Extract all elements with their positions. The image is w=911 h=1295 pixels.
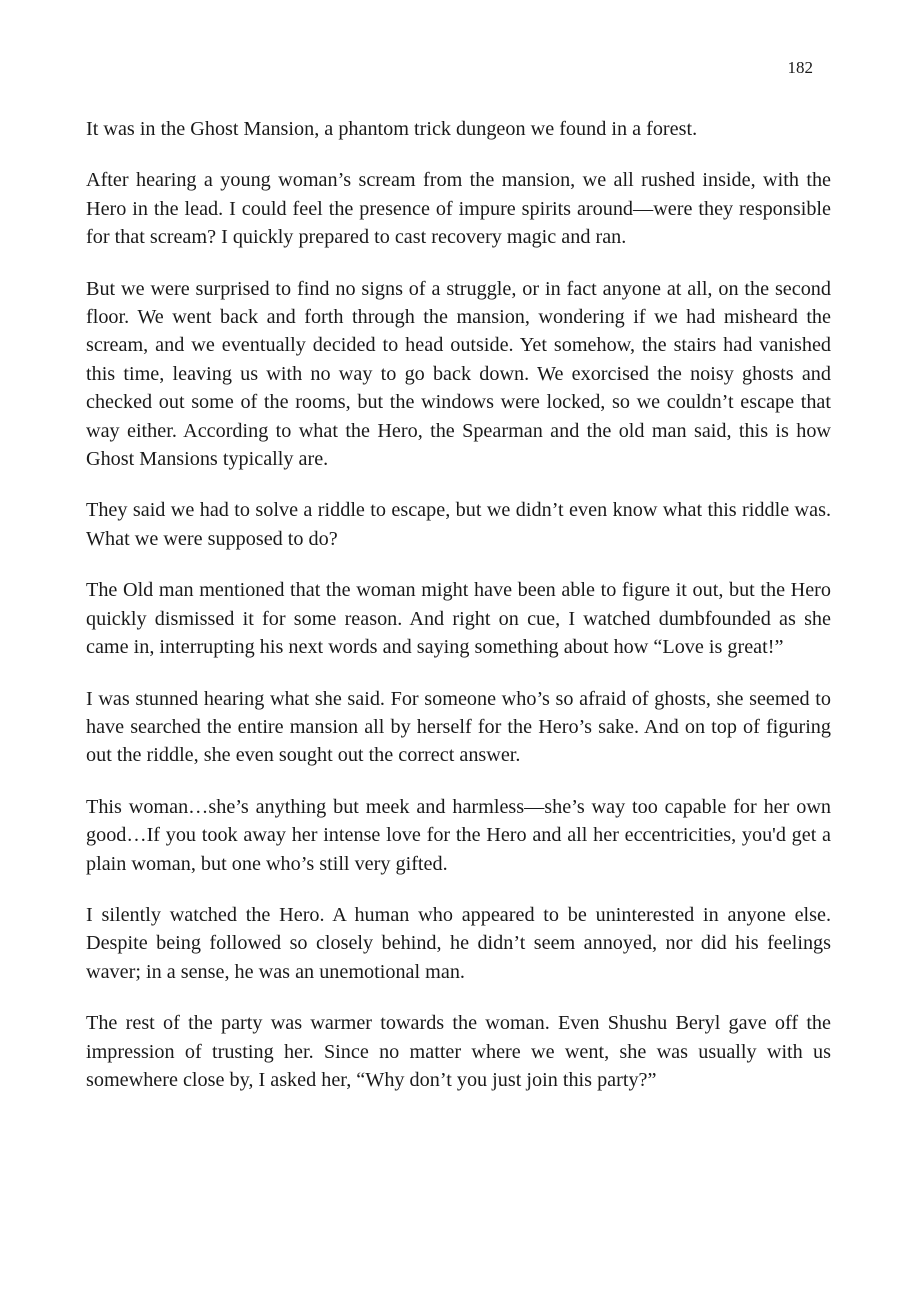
paragraph-1: It was in the Ghost Mansion, a phantom trick dungeon we found in a forest. [86,118,698,140]
paragraph-4: They said we had to solve a riddle to escape, but we didn’t even know what this riddle was. What we were supposed to do? [86,499,831,550]
page-number: 182 [787,58,813,77]
paragraph-9: The rest of the party was warmer towards the woman. Even Shushu Beryl gave off the impression of trusting her. Since no matter where we went, she was usually with us somewhere close by, I asked her, “Why don’t you just join this party?” [86,1012,831,1091]
paragraph-5: The Old man mentioned that the woman might have been able to figure it out, but the Hero quickly dismissed it for some reason. And right on cue, I watched dumbfounded as she came in, interrupting his next words and saying something about how “Love is great!” [86,579,831,659]
page-body [86,115,831,1117]
paragraph-2: After hearing a young woman’s scream from the mansion, we all rushed inside, with the Hero in the lead. I could feel the presence of impure spirits around—were they responsible for that scream? I quickly prepared to cast recovery magic and ran. [86,169,831,249]
paragraph-8: I silently watched the Hero. A human who appeared to be uninterested in anyone else. Despite being followed so closely behind, he didn’t seem annoyed, nor did his feelings waver; in a sense, he was an unemotional man. [86,903,831,983]
paragraph-6: I was stunned hearing what she said. For someone who’s so afraid of ghosts, she seemed to have searched the entire mansion all by herself for the Hero’s sake. And on top of figuring out the riddle, she even sought out the correct answer. [86,687,831,767]
paragraph-3: But we were surprised to find no signs of a struggle, or in fact anyone at all, on the second floor. We went back and forth through the mansion, wondering if we had misheard the scream, and we eventually decided to head outside. Yet somehow, the stairs had vanished this time, leaving us with no way to go back down. We exorcised the noisy ghosts and checked out some of the rooms, but the windows were locked, so we couldn’t escape that way either. According to what the Hero, the Spearman and the old man said, this is how Ghost Mansions typically are. [86,277,831,471]
paragraph-7: This woman…she’s anything but meek and harmless—she’s way too capable for her own good…If you took away her intense love for the Hero and all her eccentricities, you'd get a plain woman, but one who’s still very gifted. [86,795,831,875]
